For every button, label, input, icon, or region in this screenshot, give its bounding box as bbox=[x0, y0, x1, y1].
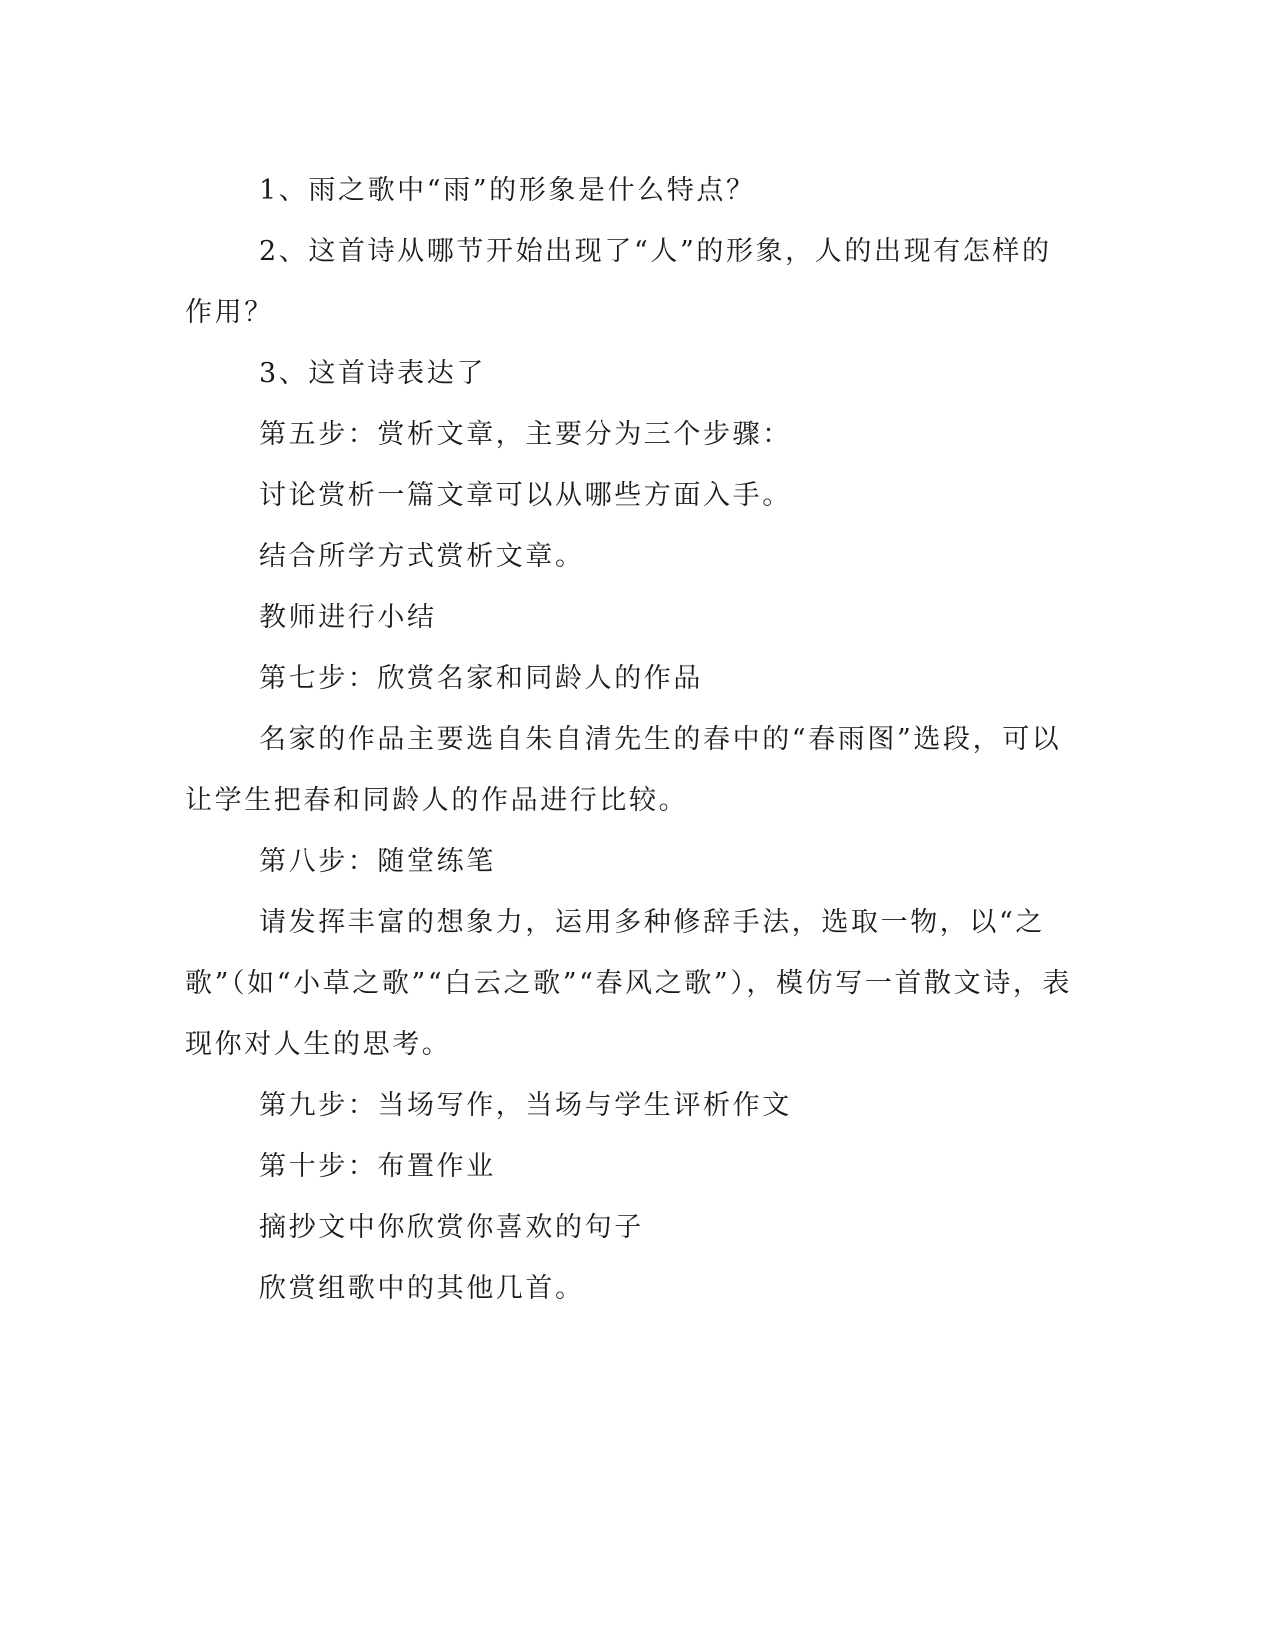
homework-item-2: 欣赏组歌中的其他几首。 bbox=[259, 1273, 585, 1304]
homework-item-1: 摘抄文中你欣赏你喜欢的句子 bbox=[259, 1212, 644, 1243]
document-body bbox=[185, 160, 1075, 1319]
step-10-heading: 第十步：布置作业 bbox=[259, 1151, 496, 1182]
step-5-heading: 第五步：赏析文章，主要分为三个步骤： bbox=[259, 419, 792, 450]
step-7-heading: 第七步：欣赏名家和同龄人的作品 bbox=[259, 663, 703, 694]
step-8-heading: 第八步：随堂练笔 bbox=[259, 846, 496, 877]
step-7-body: 名家的作品主要选自朱自清先生的春中的“春雨图”选段，可以让学生把春和同龄人的作品进行比较。 bbox=[185, 724, 1062, 816]
step-8-body: 请发挥丰富的想象力，运用多种修辞手法，选取一物，以“之歌”（如“小草之歌”“白云之歌”“春风之歌”），模仿写一首散文诗，表现你对人生的思考。 bbox=[185, 907, 1073, 1060]
step-9-heading: 第九步：当场写作，当场与学生评析作文 bbox=[259, 1090, 792, 1121]
question-3: 3、这首诗表达了 bbox=[259, 358, 486, 389]
step-5-item-1: 讨论赏析一篇文章可以从哪些方面入手。 bbox=[259, 480, 792, 511]
step-5-item-3: 教师进行小结 bbox=[259, 602, 437, 633]
question-2: 2、这首诗从哪节开始出现了“人”的形象，人的出现有怎样的作用？ bbox=[185, 236, 1052, 328]
question-1: 1、雨之歌中“雨”的形象是什么特点？ bbox=[259, 175, 756, 206]
step-5-item-2: 结合所学方式赏析文章。 bbox=[259, 541, 585, 572]
